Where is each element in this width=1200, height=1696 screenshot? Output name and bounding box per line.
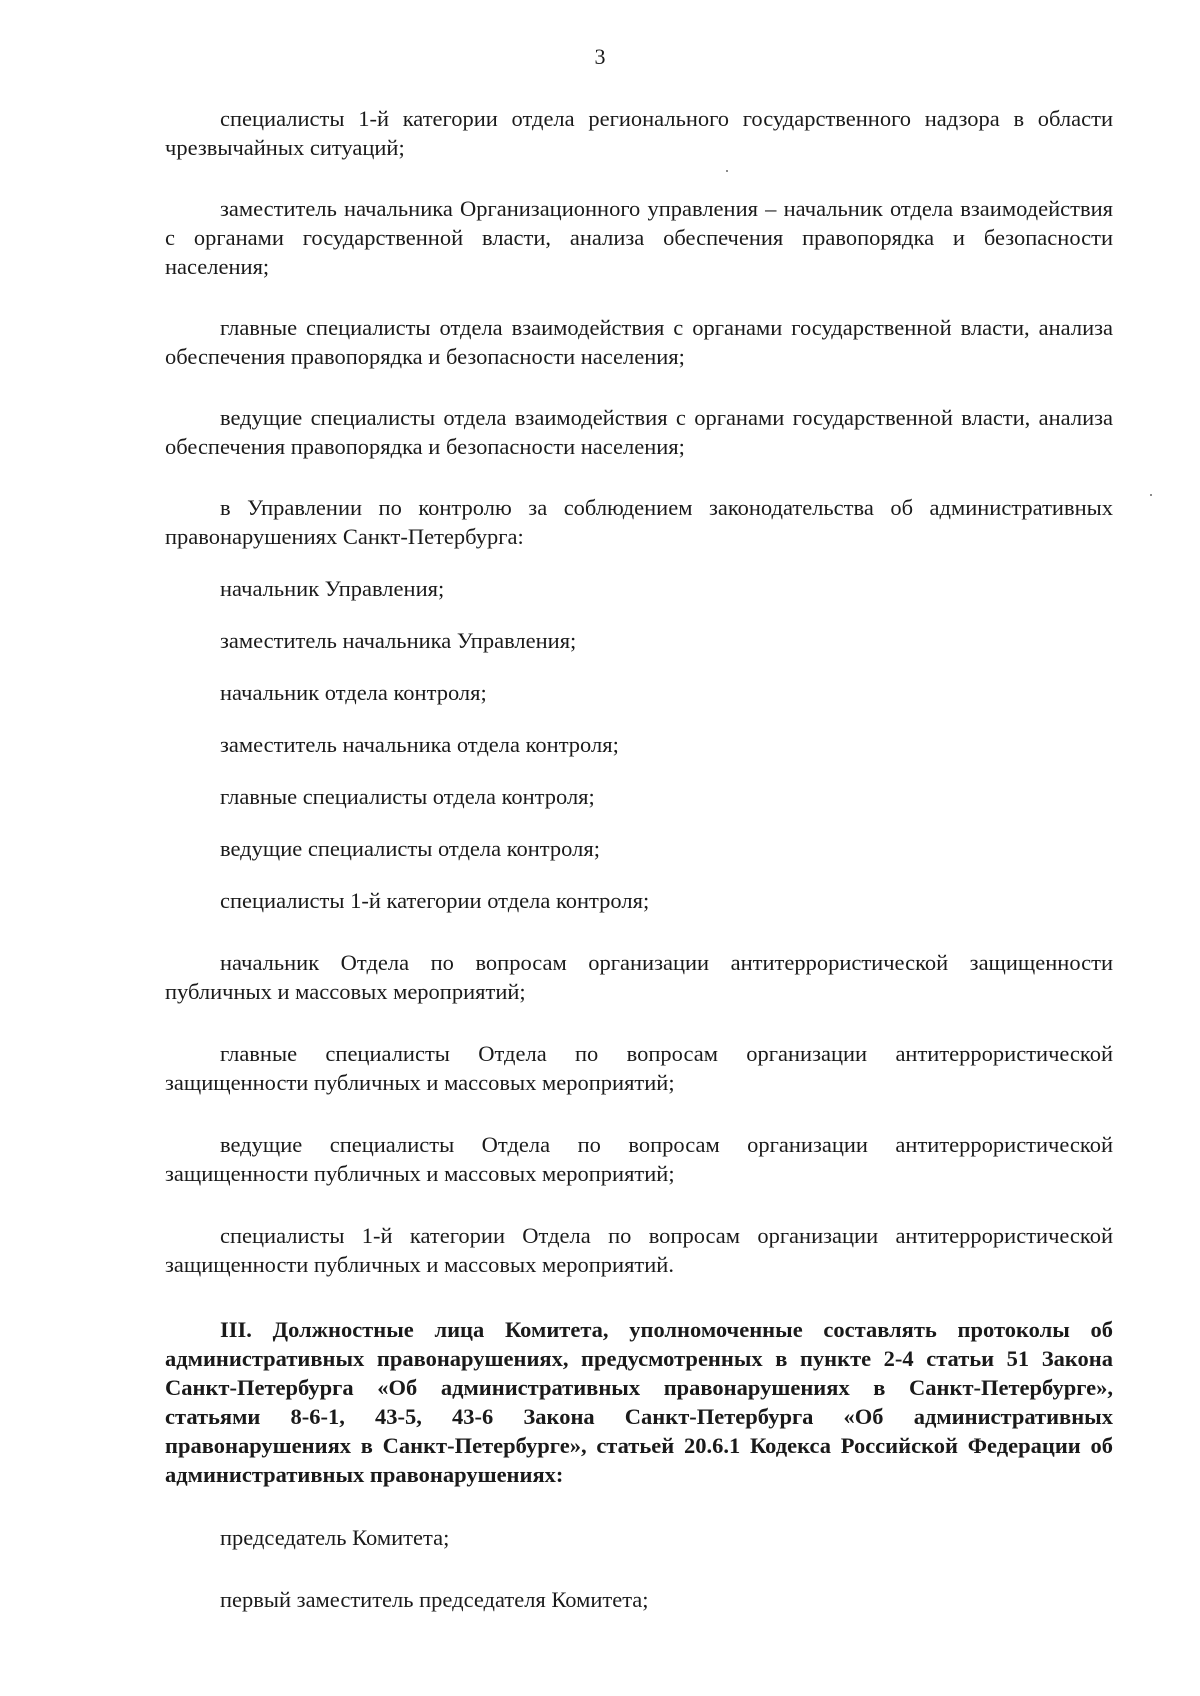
paragraph-15: ведущие специалисты Отдела по вопросам организации антитеррористической защищенности публичных и массовых мероприятий; — [165, 1132, 1113, 1186]
list-item: заместитель начальника Управления; — [220, 628, 577, 653]
list-item: начальник отдела контроля; — [220, 680, 487, 705]
paragraph-5: в Управлении по контролю за соблюдением законодательства об административных правонарушениях Санкт-Петербурга: — [165, 495, 1113, 549]
paragraph-14: главные специалисты Отдела по вопросам организации антитеррористической защищенности публичных и массовых мероприятий; — [165, 1041, 1113, 1095]
page-number: 3 — [594, 44, 606, 69]
paragraph-4: ведущие специалисты отдела взаимодействия с органами государственной власти, анализа обеспечения правопорядка и безопасности населения; — [165, 405, 1113, 459]
list-item: начальник Управления; — [220, 576, 445, 601]
list-item: ведущие специалисты отдела контроля; — [220, 836, 600, 861]
document-body — [165, 104, 1113, 1614]
list-item: главные специалисты отдела контроля; — [220, 784, 595, 809]
section-heading: III. Должностные лица Комитета, уполномоченные составлять протоколы об административных правонарушениях, предусмотренных в пункте 2-4 статьи 51 Закона Санкт-Петербурга «Об административных правонарушениях в Санкт-Петербурге», статьями 8-6-1, 43-5, 43-6 Закона Санкт-Петербурга «Об административных правонарушениях в Санкт-Петербурге», статьей 20.6.1 Кодекса Российской Федерации об административных правонарушениях: — [165, 1317, 1113, 1487]
paragraph-16: специалисты 1-й категории Отдела по вопросам организации антитеррористической защищенности публичных и массовых мероприятий. — [165, 1223, 1113, 1277]
paragraph-2: заместитель начальника Организационного управления – начальник отдела взаимодействия с органами государственной власти, анализа обеспечения правопорядка и безопасности населения; — [165, 196, 1113, 279]
paragraph-13: начальник Отдела по вопросам организации антитеррористической защищенности публичных и массовых мероприятий; — [165, 950, 1113, 1004]
list-item: специалисты 1-й категории отдела контроля; — [220, 888, 650, 913]
scan-speck — [726, 170, 728, 172]
list-item: заместитель начальника отдела контроля; — [220, 732, 619, 757]
paragraph-1: специалисты 1-й категории отдела регионального государственного надзора в области чрезвычайных ситуаций; — [165, 106, 1113, 160]
paragraph-3: главные специалисты отдела взаимодействия с органами государственной власти, анализа обеспечения правопорядка и безопасности населения; — [165, 315, 1113, 369]
scan-speck — [1150, 494, 1152, 496]
list-item: первый заместитель председателя Комитета; — [220, 1587, 649, 1612]
list-item: председатель Комитета; — [220, 1525, 450, 1550]
